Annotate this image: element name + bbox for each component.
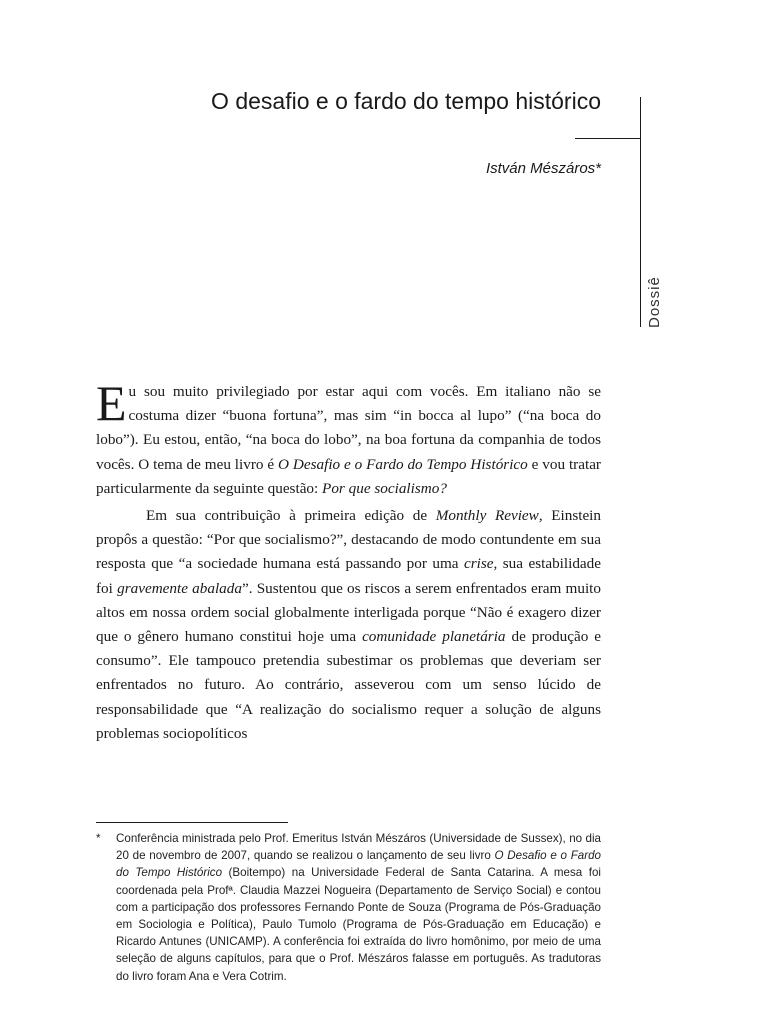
p2-text-5: de produção e consumo”. Ele tampouco pretendia subestimar os problemas que deveriam ser enfrentados no futuro. Ao contrário, asseverou com um senso lúcido de responsabilidade que “A realização do socialismo requer a solução de alguns problemas sociopolíticos xyxy=(96,628,601,742)
footnote xyxy=(96,830,601,985)
p2-journal-title: Monthly Review xyxy=(435,507,539,525)
p2-text-4: ”. Sustentou que os riscos a serem enfrentados eram muito altos em nossa ordem social globalmente interligada porque “Não é exagero dizer que o gênero humano constitui hoje uma xyxy=(96,579,601,646)
p2-text-1: Em sua contribuição à primeira edição de xyxy=(146,507,436,525)
drop-cap: E xyxy=(96,375,127,431)
p1-book-title: O Desafio e o Fardo do Tempo Histórico xyxy=(278,455,528,473)
fn-text-1: Conferência ministrada pelo Prof. Emeritus István Mészáros (Universidade de Sussex), no dia 20 de novembro de 2007, quando se realizou o lançamento de seu livro xyxy=(116,832,601,863)
section-label: Dossiê xyxy=(646,276,663,328)
p1-question: Por que socialismo? xyxy=(322,479,447,497)
paragraph-1 xyxy=(96,375,601,501)
footnote-text xyxy=(116,830,601,985)
header-vertical-rule xyxy=(640,97,641,327)
p2-text-2: , Einstein propôs a questão: “Por que socialismo?”, destacando de modo contundente em sua resposta que “a sociedade humana está passando por uma xyxy=(96,507,602,573)
header-horizontal-rule xyxy=(575,138,641,139)
p1-text-2: e vou tratar particularmente da seguinte questão: xyxy=(96,455,601,497)
p2-emphasis-abalada: gravemente abalada xyxy=(117,579,242,597)
footnote-marker: * xyxy=(96,832,101,845)
footnote-rule xyxy=(96,822,288,823)
fn-book-title: O Desafio e o Fardo do Tempo Histórico xyxy=(116,849,601,880)
p2-emphasis-comunidade: comunidade planetária xyxy=(362,628,506,646)
p1-text-1: u sou muito privilegiado por estar aqui com vocês. Em italiano não se costuma dizer “buona fortuna”, mas sim “in bocca al lupo” (“na boca do lobo”). Eu estou, então, “na boca do lobo”, na boa fortuna da companhia de todos vocês. O tema de meu livro é xyxy=(96,383,601,473)
fn-text-2: (Boitempo) na Universidade Federal de Santa Catarina. A mesa foi coordenada pela Profª. Claudia Mazzei Nogueira (Departamento de Serviço Social) e contou com a participação dos professores Fernando Ponte de Souza (Programa de Pós-Graduação em Sociologia e Política), Paulo Tumolo (Programa de Pós-Graduação em Educação) e Ricardo Antunes (UNICAMP). A conferência foi extraída do livro homônimo, por meio de uma seleção de alguns capítulos, para que o Prof. Mészáros falasse em português. As tradutoras do livro foram Ana e Vera Cotrim. xyxy=(116,866,601,983)
p2-text-3: , sua estabilidade foi xyxy=(96,555,601,597)
article-title: O desafio e o fardo do tempo histórico xyxy=(211,88,601,114)
article-author: István Mészáros* xyxy=(485,160,601,177)
paragraph-2 xyxy=(96,504,601,746)
article-body xyxy=(96,375,602,746)
p2-emphasis-crise: crise xyxy=(463,555,494,573)
